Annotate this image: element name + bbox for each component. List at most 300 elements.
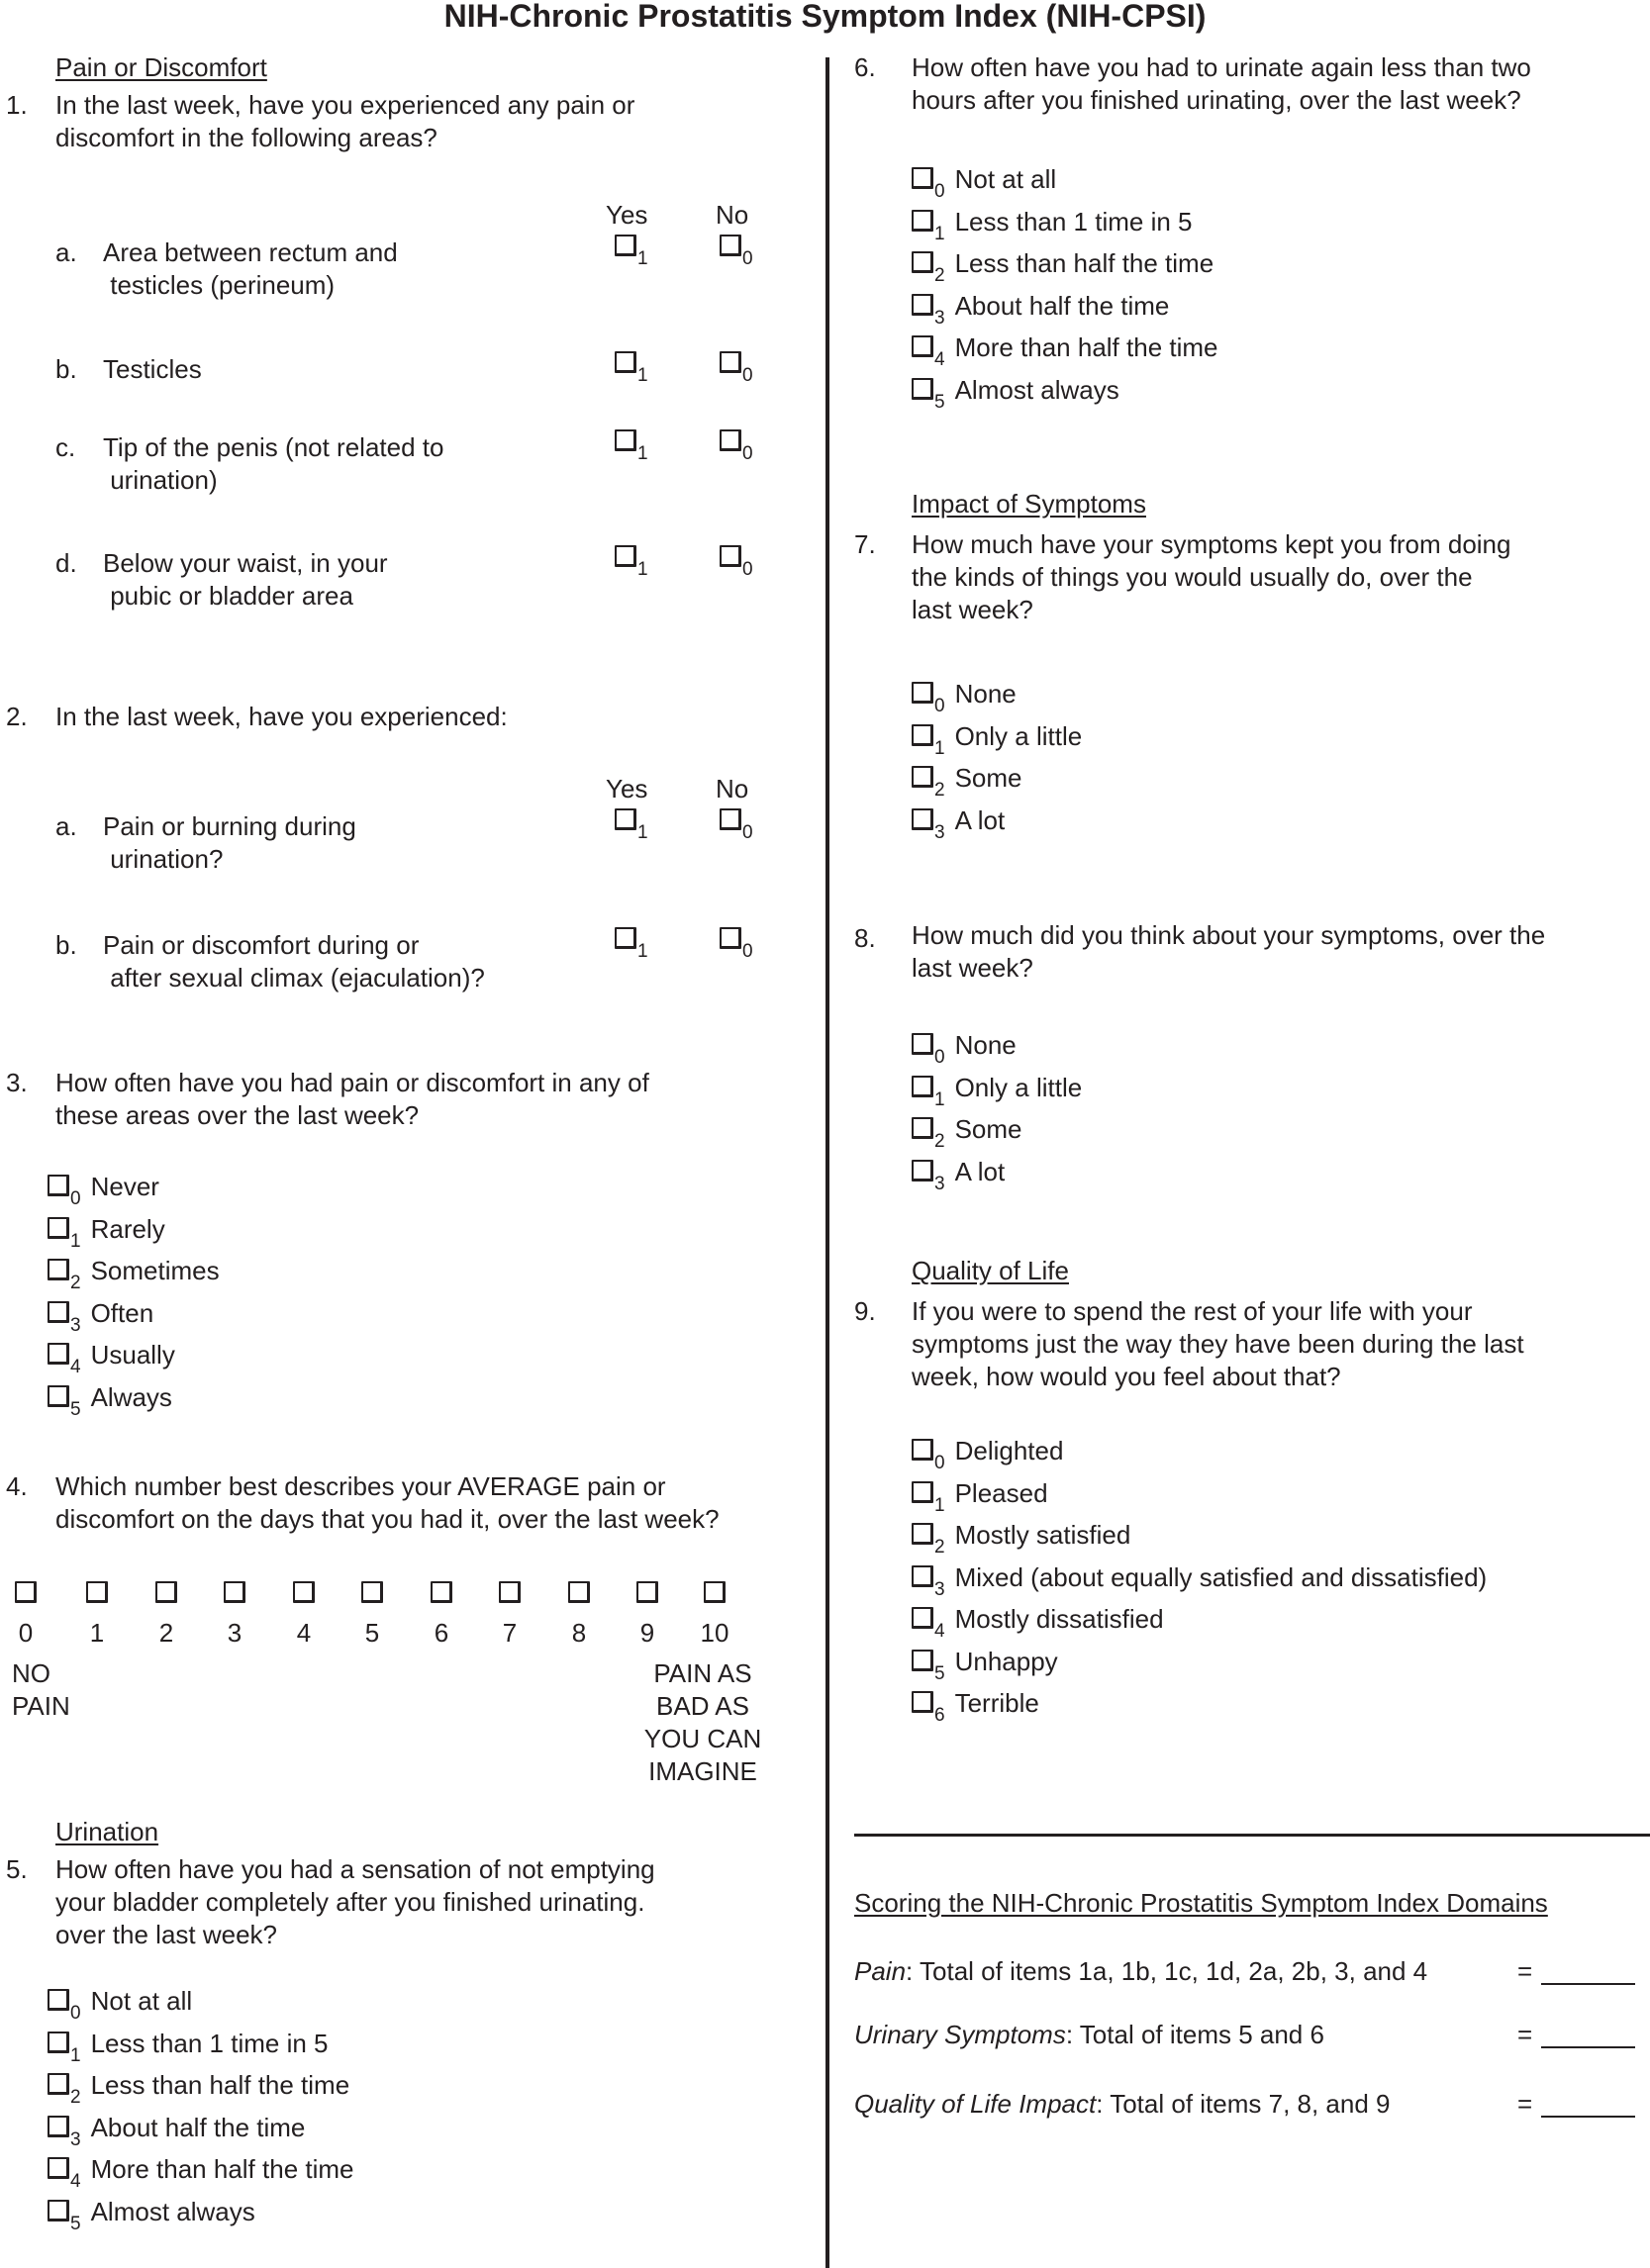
scale-number: 3	[227, 1618, 243, 1648]
scoring-row	[854, 2019, 1324, 2051]
checkbox-icon[interactable]	[615, 351, 636, 373]
section-heading-pain: Pain or Discomfort	[55, 52, 267, 82]
q1-item-yes[interactable]	[615, 541, 648, 580]
checkbox-icon[interactable]	[720, 927, 741, 949]
option-label: None	[954, 679, 1017, 709]
checkbox-score: 0	[742, 559, 753, 580]
q1-item-letter: b.	[55, 354, 77, 384]
q5-option[interactable]	[48, 2191, 354, 2233]
option-label: Less than half the time	[90, 2070, 350, 2100]
scale-number: 6	[434, 1618, 449, 1648]
checkbox-icon[interactable]	[720, 429, 741, 451]
scoring-description: : Total of items 5 and 6	[1065, 2020, 1324, 2049]
option-checkbox[interactable]	[48, 1172, 81, 1209]
option-label: Pleased	[954, 1477, 1048, 1508]
checkbox-score: 3	[934, 821, 945, 843]
checkbox-icon[interactable]	[155, 1581, 177, 1603]
scoring-description: : Total of items 1a, 1b, 1c, 1d, 2a, 2b, 3, and 4	[906, 1956, 1428, 1986]
checkbox-icon[interactable]	[48, 2200, 69, 2221]
scale-number: 7	[502, 1618, 518, 1648]
q1-item-letter: d.	[55, 548, 77, 578]
option-checkbox[interactable]	[48, 2029, 81, 2066]
q3-option[interactable]	[48, 1208, 220, 1251]
checkbox-score: 0	[742, 941, 753, 962]
scoring-domain: Quality of Life Impact	[854, 2089, 1097, 2119]
option-checkbox[interactable]	[912, 207, 945, 244]
equals-sign: =	[1517, 2020, 1533, 2049]
option-checkbox[interactable]	[48, 1256, 81, 1293]
checkbox-score: 0	[742, 365, 753, 386]
checkbox-score: 5	[70, 1398, 81, 1420]
option-checkbox[interactable]	[912, 1562, 945, 1600]
checkbox-score: 5	[934, 1662, 945, 1684]
option-label: Almost always	[954, 374, 1119, 405]
option-label: About half the time	[90, 2112, 306, 2142]
scoring-divider	[854, 1834, 1650, 1837]
checkbox-score: 5	[934, 391, 945, 413]
q1-item-yes[interactable]	[615, 347, 648, 386]
option-checkbox[interactable]	[912, 763, 945, 801]
checkbox-icon[interactable]	[720, 808, 741, 830]
option-checkbox[interactable]	[912, 805, 945, 843]
scale-checkbox-3[interactable]	[224, 1577, 245, 1610]
option-checkbox[interactable]	[912, 291, 945, 329]
equals-sign: =	[1517, 2089, 1533, 2119]
checkbox-icon[interactable]	[720, 545, 741, 567]
q5-option[interactable]	[48, 2148, 354, 2191]
checkbox-icon[interactable]	[912, 210, 933, 232]
checkbox-icon[interactable]	[431, 1581, 452, 1603]
no-checkbox[interactable]	[720, 542, 753, 580]
q6-number: 6.	[854, 52, 876, 82]
yes-checkbox[interactable]	[615, 542, 648, 580]
checkbox-score: 2	[934, 1131, 945, 1152]
checkbox-icon[interactable]	[48, 1175, 69, 1196]
q1-item-text: Area between rectum and testicles (perineum)	[103, 237, 398, 300]
equals-sign: =	[1517, 1956, 1533, 1986]
q3-options	[48, 1166, 220, 1418]
no-checkbox[interactable]	[720, 426, 753, 464]
scale-number: 8	[571, 1618, 587, 1648]
checkbox-score: 1	[70, 1230, 81, 1252]
scale-high-label: PAIN AS BAD AS YOU CAN IMAGINE	[643, 1658, 762, 1786]
checkbox-icon[interactable]	[912, 251, 933, 273]
checkbox-score: 0	[70, 2003, 81, 2024]
q7-option[interactable]	[912, 757, 1082, 800]
yes-checkbox[interactable]	[615, 426, 648, 464]
q8-option[interactable]	[912, 1067, 1082, 1109]
scale-checkbox-0[interactable]	[15, 1577, 37, 1610]
option-label: Often	[90, 1297, 154, 1328]
column-divider	[825, 57, 829, 2268]
q7-options	[912, 673, 1082, 841]
option-checkbox[interactable]	[912, 1478, 945, 1516]
checkbox-icon[interactable]	[912, 1076, 933, 1097]
no-checkbox[interactable]	[720, 805, 753, 843]
checkbox-score: 3	[70, 2128, 81, 2150]
checkbox-score: 3	[934, 1173, 945, 1194]
q6-option[interactable]	[912, 285, 1218, 328]
scale-checkbox-8[interactable]	[568, 1577, 590, 1610]
q1-item-letter: c.	[55, 432, 76, 462]
option-checkbox[interactable]	[912, 1030, 945, 1068]
option-checkbox[interactable]	[48, 2197, 81, 2234]
q7-option[interactable]	[912, 673, 1082, 715]
q4-number: 4.	[6, 1471, 28, 1501]
checkbox-icon[interactable]	[48, 1343, 69, 1365]
checkbox-icon[interactable]	[224, 1581, 245, 1603]
form-title: NIH-Chronic Prostatitis Symptom Index (NIH-CPSI)	[443, 0, 1207, 34]
checkbox-icon[interactable]	[499, 1581, 521, 1603]
option-checkbox[interactable]	[912, 248, 945, 286]
option-label: Delighted	[954, 1436, 1064, 1465]
q2-item-no[interactable]	[720, 923, 753, 962]
checkbox-icon[interactable]	[912, 1117, 933, 1139]
checkbox-score: 1	[637, 941, 648, 962]
option-checkbox[interactable]	[48, 1340, 81, 1377]
checkbox-icon[interactable]	[912, 335, 933, 357]
checkbox-score: 2	[934, 780, 945, 801]
checkbox-icon[interactable]	[720, 235, 741, 256]
scale-checkbox-2[interactable]	[155, 1577, 177, 1610]
checkbox-icon[interactable]	[912, 766, 933, 788]
option-checkbox[interactable]	[912, 375, 945, 413]
q2-item-text: Pain or discomfort during or after sexual climax (ejaculation)?	[103, 930, 485, 992]
q1-number: 1.	[6, 90, 28, 120]
option-checkbox[interactable]	[912, 1114, 945, 1152]
scoring-row	[854, 2088, 1390, 2121]
option-label: Mixed (about equally satisfied and dissatisfied)	[954, 1561, 1488, 1592]
checkbox-icon[interactable]	[48, 2032, 69, 2053]
checkbox-icon[interactable]	[912, 682, 933, 704]
option-checkbox[interactable]	[48, 2070, 81, 2108]
q3-option[interactable]	[48, 1166, 220, 1208]
q5-option[interactable]	[48, 2023, 354, 2065]
option-checkbox[interactable]	[48, 2113, 81, 2150]
yes-checkbox[interactable]	[615, 805, 648, 843]
checkbox-icon[interactable]	[48, 1385, 69, 1407]
q5-text: How often have you had a sensation of not emptying your bladder completely after you finished urinating. over the last week?	[55, 1854, 655, 1949]
checkbox-score: 2	[70, 1273, 81, 1293]
yes-header: Yes	[606, 200, 648, 230]
option-label: Not at all	[90, 1986, 193, 2016]
checkbox-score: 2	[934, 265, 945, 286]
option-checkbox[interactable]	[912, 1647, 945, 1684]
q5-options	[48, 1980, 354, 2232]
scale-number: 10	[700, 1618, 729, 1648]
checkbox-icon[interactable]	[568, 1581, 590, 1603]
checkbox-score: 1	[934, 1088, 945, 1110]
scale-number: 2	[158, 1618, 174, 1648]
option-checkbox[interactable]	[48, 2154, 81, 2192]
option-checkbox[interactable]	[48, 1986, 81, 2024]
option-checkbox[interactable]	[912, 1073, 945, 1110]
scoring-domain: Pain	[854, 1956, 907, 1986]
q2-text: In the last week, have you experienced:	[55, 702, 508, 731]
q6-option[interactable]	[912, 201, 1218, 243]
scale-checkbox-4[interactable]	[293, 1577, 315, 1610]
option-label: Less than 1 time in 5	[954, 206, 1193, 236]
option-checkbox[interactable]	[48, 1298, 81, 1336]
option-label: Some	[954, 763, 1022, 793]
scale-number: 4	[296, 1618, 312, 1648]
checkbox-score: 5	[70, 2213, 81, 2234]
checkbox-icon[interactable]	[912, 1523, 933, 1545]
checkbox-icon[interactable]	[615, 927, 636, 949]
checkbox-score: 0	[742, 822, 753, 843]
checkbox-score: 3	[934, 1578, 945, 1600]
q1-item-no[interactable]	[720, 541, 753, 580]
checkbox-icon[interactable]	[615, 235, 636, 256]
option-label: Always	[90, 1381, 172, 1412]
option-checkbox[interactable]	[912, 1604, 945, 1642]
scale-checkbox-1[interactable]	[86, 1577, 108, 1610]
checkbox-icon[interactable]	[48, 1989, 69, 2011]
option-label: Mostly satisfied	[954, 1520, 1131, 1550]
q1-item-text: Tip of the penis (not related to urination)	[103, 432, 444, 495]
checkbox-icon[interactable]	[48, 1259, 69, 1280]
q9-text: If you were to spend the rest of your life with your symptoms just the way they have been during the last week, how would you feel about that?	[912, 1296, 1524, 1391]
checkbox-icon[interactable]	[912, 1607, 933, 1629]
section-heading-urination: Urination	[55, 1817, 159, 1846]
checkbox-score: 1	[934, 737, 945, 759]
checkbox-icon[interactable]	[912, 724, 933, 746]
no-checkbox[interactable]	[720, 232, 753, 269]
checkbox-score: 1	[637, 248, 648, 269]
checkbox-score: 4	[70, 1357, 81, 1377]
score-blank-field[interactable]	[1541, 1959, 1635, 1985]
option-label: Sometimes	[90, 1256, 220, 1285]
checkbox-icon[interactable]	[912, 1033, 933, 1055]
checkbox-score: 0	[934, 181, 945, 202]
checkbox-icon[interactable]	[615, 545, 636, 567]
checkbox-score: 1	[934, 1494, 945, 1516]
checkbox-score: 2	[934, 1537, 945, 1558]
q9-options	[912, 1430, 1487, 1725]
checkbox-icon[interactable]	[912, 1650, 933, 1671]
checkbox-icon[interactable]	[615, 429, 636, 451]
q5-option[interactable]	[48, 1980, 354, 2023]
score-blank-field[interactable]	[1541, 2023, 1635, 2048]
option-checkbox[interactable]	[912, 679, 945, 716]
q8-options	[912, 1024, 1082, 1192]
checkbox-score: 4	[934, 349, 945, 370]
option-checkbox[interactable]	[912, 1436, 945, 1473]
no-checkbox[interactable]	[720, 348, 753, 386]
scale-number: 5	[364, 1618, 380, 1648]
option-checkbox[interactable]	[912, 1157, 945, 1194]
checkbox-score: 4	[934, 1621, 945, 1642]
q5-option[interactable]	[48, 2107, 354, 2149]
checkbox-score: 3	[934, 307, 945, 329]
option-label: Only a little	[954, 1072, 1083, 1102]
q6-option[interactable]	[912, 242, 1218, 285]
q1-item-no[interactable]	[720, 347, 753, 386]
option-label: A lot	[954, 1156, 1006, 1186]
option-label: Terrible	[954, 1688, 1039, 1718]
option-label: A lot	[954, 804, 1006, 835]
q4-text: Which number best describes your AVERAGE pain or discomfort on the days that you had it, over the last week?	[55, 1471, 720, 1534]
q6-option[interactable]	[912, 327, 1218, 369]
q3-option[interactable]	[48, 1250, 220, 1292]
option-checkbox[interactable]	[912, 1520, 945, 1558]
option-label: Almost always	[90, 2196, 255, 2226]
scale-checkbox-5[interactable]	[361, 1577, 383, 1610]
score-blank-field[interactable]	[1541, 2092, 1635, 2118]
q7-option[interactable]	[912, 800, 1082, 842]
checkbox-score: 3	[70, 1314, 81, 1336]
checkbox-score: 1	[70, 2044, 81, 2066]
option-label: Not at all	[954, 164, 1057, 194]
option-checkbox[interactable]	[912, 332, 945, 370]
option-label: Mostly dissatisfied	[954, 1604, 1164, 1634]
q3-option[interactable]	[48, 1292, 220, 1335]
checkbox-icon[interactable]	[912, 294, 933, 316]
checkbox-icon[interactable]	[912, 378, 933, 400]
checkbox-icon[interactable]	[361, 1581, 383, 1603]
option-label: More than half the time	[90, 2154, 354, 2184]
checkbox-icon[interactable]	[48, 2073, 69, 2095]
scale-checkbox-9[interactable]	[636, 1577, 658, 1610]
q8-option[interactable]	[912, 1151, 1082, 1193]
checkbox-score: 1	[637, 365, 648, 386]
checkbox-icon[interactable]	[912, 1481, 933, 1503]
checkbox-score: 0	[742, 443, 753, 464]
checkbox-icon[interactable]	[48, 1301, 69, 1323]
scale-low-label: NO PAIN	[12, 1658, 70, 1721]
checkbox-icon[interactable]	[912, 1439, 933, 1461]
option-checkbox[interactable]	[912, 721, 945, 759]
scale-checkbox-7[interactable]	[499, 1577, 521, 1610]
yes-checkbox[interactable]	[615, 232, 648, 269]
option-label: About half the time	[954, 290, 1170, 321]
scale-number: 0	[18, 1618, 34, 1648]
q1-item-text: Below your waist, in your pubic or bladder area	[103, 548, 388, 611]
scoring-domain: Urinary Symptoms	[854, 2020, 1066, 2049]
checkbox-icon[interactable]	[48, 2157, 69, 2179]
q3-text: How often have you had pain or discomfort in any of these areas over the last week?	[55, 1068, 649, 1130]
q9-option[interactable]	[912, 1682, 1487, 1725]
q6-text: How often have you had to urinate again less than two hours after you finished urinating, over the last week?	[912, 52, 1531, 115]
option-label: None	[954, 1030, 1017, 1060]
option-label: Unhappy	[954, 1646, 1058, 1676]
option-checkbox[interactable]	[912, 1688, 945, 1726]
option-label: Less than half the time	[954, 248, 1214, 278]
option-label: Usually	[90, 1340, 175, 1370]
q5-number: 5.	[6, 1854, 28, 1884]
checkbox-icon[interactable]	[48, 2116, 69, 2137]
q2-item-no[interactable]	[720, 804, 753, 843]
q3-option[interactable]	[48, 1334, 220, 1376]
scale-checkbox-10[interactable]	[704, 1577, 726, 1610]
q8-number: 8.	[854, 923, 876, 953]
scale-checkbox-6[interactable]	[431, 1577, 452, 1610]
no-header: No	[716, 774, 749, 803]
checkbox-score: 4	[70, 2171, 81, 2192]
option-label: Only a little	[954, 720, 1083, 751]
scoring-heading: Scoring the NIH-Chronic Prostatitis Symptom Index Domains	[854, 1888, 1548, 1918]
checkbox-icon[interactable]	[615, 808, 636, 830]
checkbox-icon[interactable]	[704, 1581, 726, 1603]
checkbox-icon[interactable]	[912, 808, 933, 830]
option-checkbox[interactable]	[48, 1382, 81, 1420]
option-checkbox[interactable]	[48, 1214, 81, 1252]
scoring-row	[854, 1955, 1427, 1988]
q1-item-yes[interactable]	[615, 425, 648, 464]
checkbox-icon[interactable]	[912, 1691, 933, 1713]
checkbox-score: 0	[70, 1188, 81, 1209]
checkbox-score: 1	[637, 559, 648, 580]
checkbox-score: 1	[934, 223, 945, 244]
q7-text: How much have your symptoms kept you from doing the kinds of things you would usually do, over the last week?	[912, 529, 1511, 624]
checkbox-score: 0	[934, 1453, 945, 1473]
yes-checkbox[interactable]	[615, 924, 648, 962]
q1-text: In the last week, have you experienced any pain or discomfort in the following areas?	[55, 90, 635, 152]
q3-option[interactable]	[48, 1376, 220, 1419]
checkbox-icon[interactable]	[86, 1581, 108, 1603]
q6-option[interactable]	[912, 369, 1218, 412]
q1-item-yes[interactable]	[615, 231, 648, 269]
checkbox-score: 6	[934, 1705, 945, 1726]
q5-option[interactable]	[48, 2064, 354, 2107]
q2-item-yes[interactable]	[615, 923, 648, 962]
q1-item-no[interactable]	[720, 425, 753, 464]
q3-number: 3.	[6, 1068, 28, 1097]
checkbox-score: 0	[742, 248, 753, 269]
q1-item-letter: a.	[55, 237, 77, 267]
q6-option[interactable]	[912, 158, 1218, 201]
checkbox-icon[interactable]	[720, 351, 741, 373]
q2-item-text: Pain or burning during urination?	[103, 811, 356, 874]
scale-number: 1	[89, 1618, 105, 1648]
q8-option[interactable]	[912, 1024, 1082, 1067]
yes-checkbox[interactable]	[615, 348, 648, 386]
checkbox-icon[interactable]	[912, 1565, 933, 1587]
section-heading-impact: Impact of Symptoms	[912, 489, 1146, 519]
q2-item-letter: a.	[55, 811, 77, 841]
q9-option[interactable]	[912, 1514, 1487, 1557]
q7-number: 7.	[854, 529, 876, 559]
q1-item-no[interactable]	[720, 231, 753, 269]
q8-text: How much did you think about your symptoms, over the last week?	[912, 920, 1546, 983]
no-checkbox[interactable]	[720, 924, 753, 962]
option-label: Some	[954, 1114, 1022, 1144]
option-label: Less than 1 time in 5	[90, 2028, 329, 2058]
q9-option[interactable]	[912, 1430, 1487, 1472]
q7-option[interactable]	[912, 715, 1082, 758]
checkbox-icon[interactable]	[912, 1160, 933, 1181]
option-label: Never	[90, 1172, 159, 1201]
checkbox-score: 1	[637, 443, 648, 464]
checkbox-icon[interactable]	[48, 1217, 69, 1239]
q2-item-yes[interactable]	[615, 804, 648, 843]
q9-option[interactable]	[912, 1472, 1487, 1515]
section-heading-qol: Quality of Life	[912, 1256, 1069, 1285]
checkbox-icon[interactable]	[912, 167, 933, 189]
q9-option[interactable]	[912, 1557, 1487, 1599]
no-header: No	[716, 200, 749, 230]
q2-number: 2.	[6, 702, 28, 731]
checkbox-icon[interactable]	[293, 1581, 315, 1603]
scoring-description: : Total of items 7, 8, and 9	[1096, 2089, 1391, 2119]
q9-option[interactable]	[912, 1641, 1487, 1683]
checkbox-icon[interactable]	[15, 1581, 37, 1603]
q8-option[interactable]	[912, 1108, 1082, 1151]
scale-number: 9	[639, 1618, 655, 1648]
q9-option[interactable]	[912, 1598, 1487, 1641]
option-checkbox[interactable]	[912, 164, 945, 202]
checkbox-icon[interactable]	[636, 1581, 658, 1603]
